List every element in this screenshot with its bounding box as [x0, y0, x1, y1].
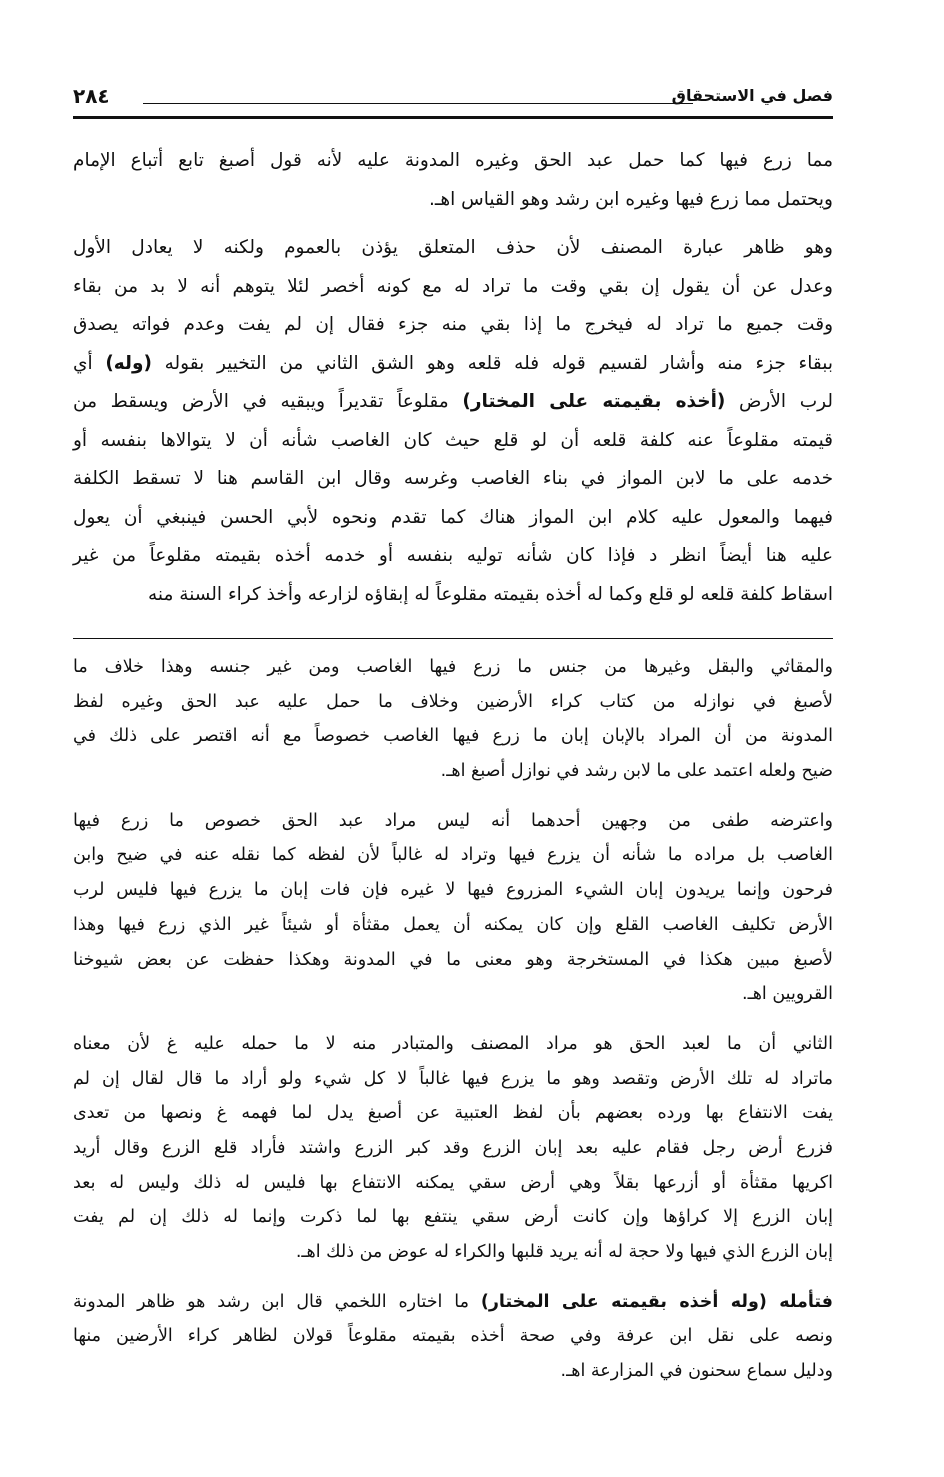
- text-line: [73, 754, 833, 789]
- text-segment: إبان الزرع إلا كراؤها وإن كانت أرض سقي ينتفع بها لما ذكرت وإنما له ذلك إن لم يفت: [73, 1207, 833, 1228]
- text-segment: القرويين اهـ.: [742, 984, 833, 1005]
- text-segment: لأصبغ في نوازله من كتاب كراء الأرضين وخلاف ما حمل عليه عبد الحق وغيره لفظ: [73, 691, 833, 712]
- text-segment: المدونة من أن المراد بالإبان إبان ما زرع فيها الغاصب خصوصاً مع أنه اقتصر على ذلك في: [73, 726, 833, 747]
- text-line: [73, 422, 833, 461]
- text-segment: يفت الانتفاع بها ورده بعضهم بأن لفظ العتبية عن أصبغ يدل لما فهمه غ ونصها من تعدى: [73, 1103, 833, 1124]
- paragraph: [73, 1027, 833, 1270]
- text-line: [73, 268, 833, 307]
- text-line: [73, 685, 833, 720]
- page-number: ٢٨٤: [73, 84, 110, 108]
- text-line: [73, 1027, 833, 1062]
- text-line: [73, 306, 833, 345]
- text-segment: قيمته مقلوعاً عنه كلفة قلعه أن لو قلع حيث كان الغاصب شأنه أن لا يتوالاها بنفسه أو: [73, 429, 833, 451]
- text-line: [73, 229, 833, 268]
- footnote-separator: [73, 638, 833, 639]
- text-line: [73, 1096, 833, 1131]
- text-segment: الأرض تكليف الغاصب القلع وإن كان يمكنه أن يعمل مقثأة أو شيئاً غير الذي زرع فيها وهذا: [73, 914, 833, 935]
- text-line: [73, 1200, 833, 1235]
- text-line: [73, 383, 833, 422]
- text-segment: وهو ظاهر عبارة المصنف لأن حذف المتعلق يؤذن بالعموم ولكنه لا يعادل الأول: [73, 237, 833, 258]
- text-line: [73, 537, 833, 576]
- text-segment: وعدل عن أن يقول إن بقي وقت ما تراد له مع كونه أخصر لئلا يتوهم أنه لا بد من بقاء: [73, 275, 833, 297]
- text-segment: واعترضه طفى من وجهين أحدهما أنه ليس مراد عبد الحق خصوص ما زرع فيها: [73, 810, 833, 831]
- text-line: [73, 1062, 833, 1097]
- text-line: [73, 650, 833, 685]
- text-line: [73, 873, 833, 908]
- paragraph: [73, 650, 833, 789]
- text-line: [73, 1285, 833, 1320]
- text-line: [73, 1166, 833, 1201]
- text-segment: وقت جميع ما تراد له فيخرج ما إذا بقي منه جزء فقال إن لم يفت وعدم فواته يصدق: [73, 314, 833, 335]
- text-line: [73, 977, 833, 1012]
- text-segment: أي: [73, 352, 106, 374]
- paragraph: [73, 804, 833, 1012]
- text-line: [73, 1354, 833, 1389]
- text-line: [73, 1235, 833, 1270]
- text-segment: لرب الأرض: [725, 391, 833, 412]
- text-line: [73, 838, 833, 873]
- text-segment: اكريها مقثأة أو أزرعها بقلاً وهي أرض سقي يمكنه الانتفاع بها فليس له ذلك وليس له بعد: [73, 1172, 833, 1193]
- text-line: [73, 181, 833, 220]
- text-segment: ما اختاره اللخمي قال ابن رشد هو ظاهر المدونة: [73, 1291, 481, 1312]
- footnote-text: [73, 650, 833, 1404]
- text-segment: ويحتمل مما زرع فيها وغيره ابن رشد وهو القياس اهـ.: [429, 188, 833, 210]
- text-segment: ونصه على نقل ابن عرفة وفي صحة أخذه بقيمته مقلوعاً قولان لظاهر كراء الأرضين منها: [73, 1326, 833, 1347]
- chapter-title: فصل في الاستحقاق: [671, 86, 833, 105]
- text-segment: اسقاط كلفة قلعه لو قلع وكما له أخذه بقيمته مقلوعاً له إبقاؤه لزارعه وأخذ كراء السنة منه: [148, 583, 833, 605]
- bold-quote: فتأمله (وله أخذه بقيمته على المختار): [480, 1291, 834, 1312]
- text-segment: مقلوعاً تقديراً ويبقيه في الأرض ويسقط من: [73, 391, 463, 412]
- text-line: [73, 908, 833, 943]
- header-dash-line: [143, 103, 693, 104]
- text-segment: فرحون وإنما يريدون إبان الشيء المزروع فيها لا غيره فإن فات إبان ما يزرع فيها فليس لرب: [73, 880, 833, 901]
- text-segment: والمقاثي والبقل وغيرها من جنس ما زرع فيها الغاصب ومن غير جنسه وهذا خلاف ما: [73, 657, 833, 677]
- text-line: [73, 1319, 833, 1354]
- paragraph: [73, 142, 833, 219]
- bold-quote: (أخذه بقيمته على المختار): [462, 391, 726, 412]
- text-line: [73, 719, 833, 754]
- paragraph: [73, 229, 833, 614]
- text-line: [73, 499, 833, 538]
- text-segment: ضيح ولعله اعتمد على ما لابن رشد في نوازل أصبغ اهـ.: [440, 761, 833, 782]
- text-line: [73, 804, 833, 839]
- text-line: [73, 576, 833, 615]
- text-segment: عليه هنا أيضاً انظر د فإذا كان شأنه توليه بنفسه أو خدمه أخذه بقيمته مقلوعاً من غير: [73, 545, 833, 566]
- text-line: [73, 460, 833, 499]
- running-header: [73, 84, 833, 114]
- text-segment: مما زرع فيها كما حمل عبد الحق وغيره المدونة عليه لأنه قول أصبغ تابع أتباع الإمام: [73, 150, 833, 171]
- header-rule: [73, 116, 833, 119]
- text-segment: فيهما والمعول عليه كلام ابن المواز هناك كما تقدم ونحوه لأبي الحسن فينبغي أن يعول: [73, 506, 833, 528]
- text-line: [73, 142, 833, 181]
- text-segment: إبان الزرع الذي فيها ولا حجة له أنه يريد قلبها والكراء له عوض من ذلك اهـ.: [295, 1242, 833, 1262]
- text-line: [73, 943, 833, 978]
- paragraph: [73, 1285, 833, 1389]
- text-line: [73, 345, 833, 384]
- bold-quote: (وله): [105, 352, 152, 374]
- text-segment: الثاني أن ما لعبد الحق هو مراد المصنف والمتبادر منه لا ما حمله عليه غ لأن معناه: [73, 1033, 833, 1054]
- text-segment: فزرع أرض رجل فقام عليه بعد إبان الزرع وقد كبر الزرع واشتد فأراد قلع الزرع وقال أريد: [73, 1137, 833, 1158]
- text-segment: ببقاء جزء منه وأشار لقسيم قوله فله قلعه وهو الشق الثاني من التخيير بقوله: [151, 352, 833, 374]
- text-segment: الغاصب بل مراده ما شأنه أن يزرع فيها وتراد له غالباً لأن لفظه كما نقله عنه في ضيح وابن: [73, 845, 833, 866]
- main-text: [73, 142, 833, 624]
- text-line: [73, 1131, 833, 1166]
- text-segment: ماتراد له تلك الأرض وتقصد وهو ما يزرع فيها غالباً لا كل شيء ولو أراد ما قال لقال إن لم: [73, 1068, 833, 1089]
- text-segment: خدمه على ما لابن المواز في بناء الغاصب وغرسه وقال ابن القاسم هنا لا تسقط الكلفة: [73, 468, 833, 489]
- text-segment: لأصبغ مبين هكذا في المستخرجة وهو معنى ما في المدونة وهكذا حفظت عن بعض شيوخنا: [73, 949, 833, 970]
- text-segment: ودليل سماع سحنون في المزارعة اهـ.: [560, 1361, 833, 1382]
